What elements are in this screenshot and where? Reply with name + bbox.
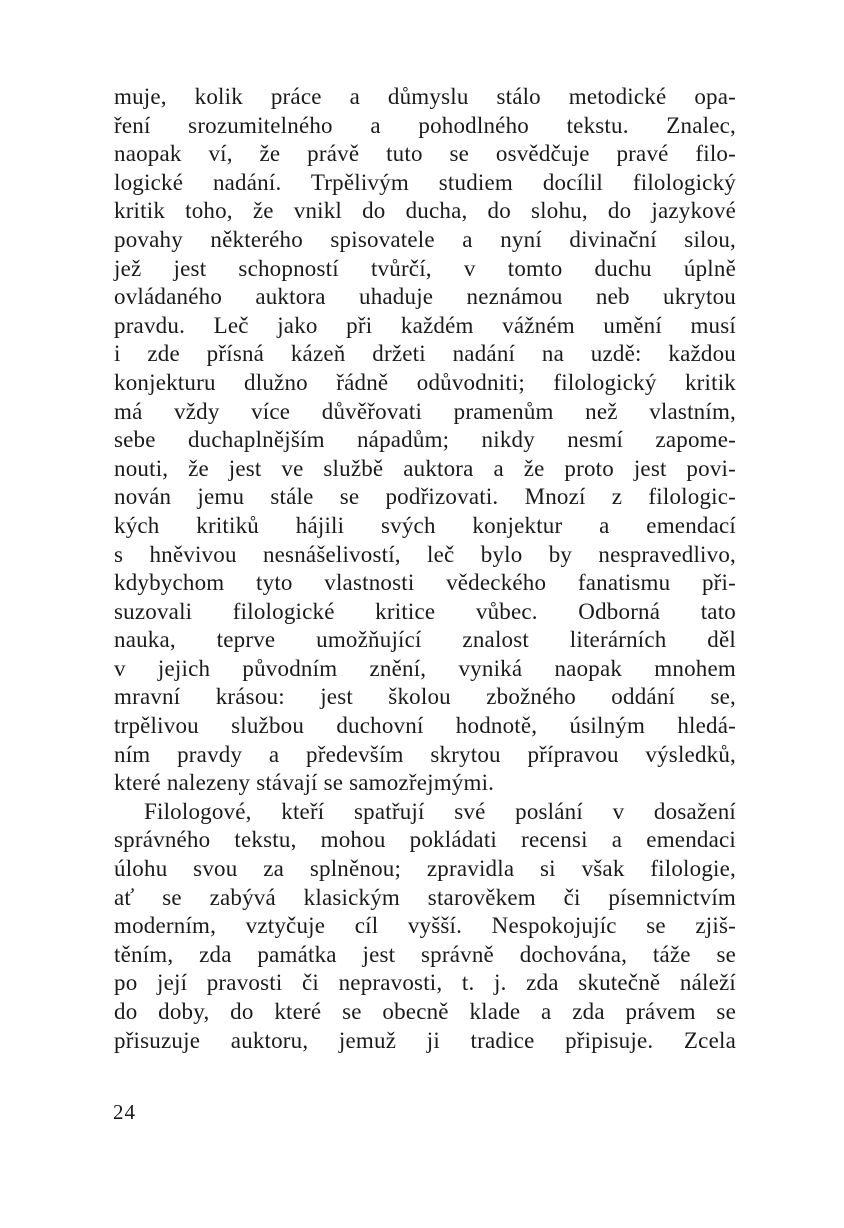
- text-line: po její pravosti či nepravosti, t. j. zda skutečně náleží: [114, 970, 736, 996]
- text-line: těním, zda památka jest správně dochována, táže se: [114, 941, 736, 967]
- text-line: nauka, teprve umožňující znalost literárních děl: [114, 627, 736, 653]
- text-line: do doby, do které se obecně klade a zda právem se: [114, 999, 736, 1024]
- text-line: ním pravdy a především skrytou přípravou výsledků,: [114, 741, 736, 767]
- text-line: ření srozumitelného a pohodlného tekstu. Znalec,: [114, 112, 736, 138]
- text-line: v jejich původním znění, vyniká naopak mnohem: [114, 655, 736, 681]
- text-line: naopak ví, že právě tuto se osvědčuje pravé filo-: [114, 141, 736, 167]
- text-line: kritik toho, že vnikl do ducha, do slohu, do jazykové: [114, 198, 736, 224]
- text-line: trpělivou službou duchovní hodnotě, úsilným hledá-: [114, 713, 736, 739]
- text-line: nouti, že jest ve službě auktora a že proto jest povi-: [114, 455, 736, 481]
- text-line: má vždy více důvěřovati pramenům než vlastním,: [114, 398, 736, 424]
- text-line: jež jest schopností tvůrčí, v tomto duchu úplně: [114, 255, 736, 281]
- text-line: mravní krásou: jest školou zbožného oddání se,: [114, 684, 736, 710]
- text-line: nován jemu stále se podřizovati. Mnozí z filologic-: [114, 484, 736, 510]
- text-line: kdybychom tyto vlastnosti vědeckého fanatismu při-: [114, 570, 736, 596]
- text-line: pravdu. Leč jako při každém vážném umění musí: [114, 312, 736, 338]
- text-line: s hněvivou nesnášelivostí, leč bylo by nespravedlivo,: [114, 541, 736, 567]
- paragraph-end-line: které nalezeny stávají se samozřejmými.: [114, 770, 495, 796]
- text-line: suzovali filologické kritice vůbec. Odborná tato: [114, 598, 736, 624]
- text-line: správného tekstu, mohou pokládati recensi a emendaci: [114, 827, 736, 853]
- text-line: sebe duchaplnějším nápadům; nikdy nesmí zapome-: [114, 427, 736, 453]
- text-line: kých kritiků hájili svých konjektur a emendací: [114, 512, 736, 538]
- text-line: povahy některého spisovatele a nyní divinační silou,: [114, 226, 736, 252]
- text-line: úlohu svou za splněnou; zpravidla si však filologie,: [114, 856, 736, 882]
- text-line: přisuzuje auktoru, jemuž ji tradice připisuje. Zcela: [114, 1027, 736, 1053]
- text-line: ať se zabývá klasickým starověkem či písemnictvím: [114, 884, 736, 910]
- text-line: ovládaného auktora uhaduje neznámou neb ukrytou: [114, 284, 736, 310]
- text-line: logické nadání. Trpělivým studiem docílil filologický: [114, 169, 736, 195]
- page-number: 24: [113, 1100, 136, 1124]
- body-text: [114, 83, 736, 1055]
- text-line: i zde přísná kázeň držeti nadání na uzdě: každou: [114, 341, 736, 367]
- text-line: moderním, vztyčuje cíl vyšší. Nespokojujíc se zjiš-: [114, 913, 736, 939]
- text-line: konjekturu dlužno řádně odůvodniti; filologický kritik: [114, 369, 736, 395]
- text-line: muje, kolik práce a důmyslu stálo metodické opa-: [114, 84, 736, 109]
- paragraph-start-line: Filologové, kteří spatřují své poslání v dosažení: [144, 798, 736, 824]
